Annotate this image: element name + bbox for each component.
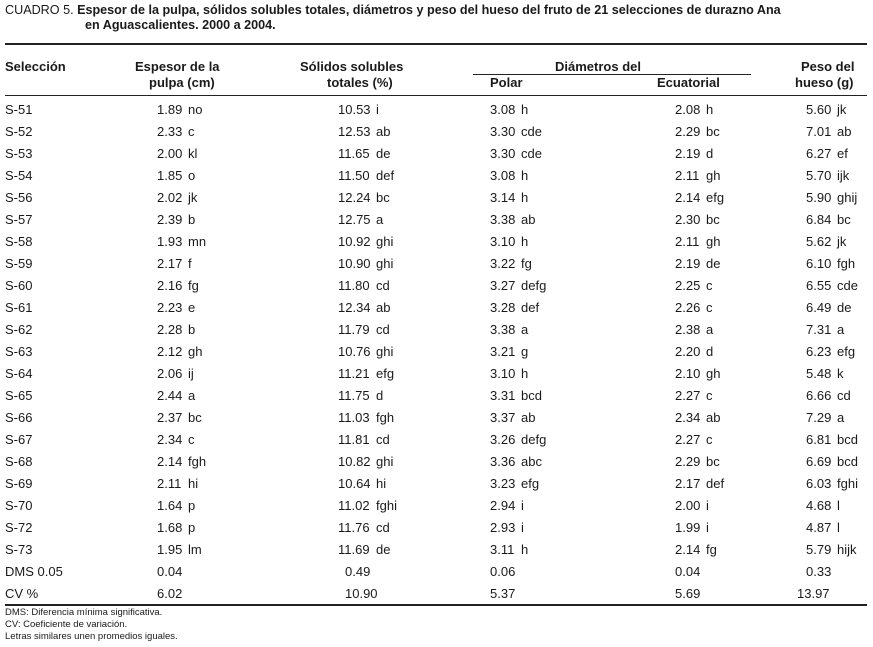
cell-ecuatorial-letters: d — [706, 146, 714, 161]
cell-ecuatorial: 2.14 — [675, 542, 701, 557]
cell-seleccion: S-62 — [5, 322, 33, 337]
cell-solidos: 11.21 — [338, 366, 370, 381]
cell-polar-letters: defg — [521, 432, 547, 447]
cell-ecuatorial-letters: h — [706, 102, 714, 117]
cell-polar: 3.30 — [490, 124, 516, 139]
cell-solidos: 11.79 — [338, 322, 370, 337]
cell-polar: 3.37 — [490, 410, 516, 425]
cell-solidos: 12.75 — [338, 212, 371, 227]
cell-solidos: 10.76 — [338, 344, 371, 359]
cell-peso-letters: cd — [837, 388, 851, 403]
cell-polar-letters: h — [521, 190, 529, 205]
note-letras: Letras similares unen promedios iguales. — [5, 631, 178, 642]
table-row — [0, 429, 873, 451]
cell-solidos: 11.03 — [338, 410, 370, 425]
cell-solidos-letters: bc — [376, 190, 390, 205]
table-row — [0, 583, 873, 605]
cell-solidos-letters: ab — [376, 124, 391, 139]
cell-ecuatorial-letters: gh — [706, 234, 721, 249]
cell-solidos-letters: d — [376, 388, 384, 403]
header-espesor-line1: Espesor de la — [135, 59, 220, 74]
cell-espesor-letters: p — [188, 498, 196, 513]
cell-seleccion: S-60 — [5, 278, 33, 293]
table-row — [0, 319, 873, 341]
cell-ecuatorial: 2.19 — [675, 256, 701, 271]
cell-peso-letters: hijk — [837, 542, 857, 557]
cell-polar: 3.38 — [490, 322, 516, 337]
cell-espesor: 2.06 — [157, 366, 183, 381]
cell-polar-letters: h — [521, 102, 529, 117]
cell-peso-letters: de — [837, 300, 852, 315]
cell-solidos: 11.65 — [338, 146, 370, 161]
table-row — [0, 517, 873, 539]
cell-peso-letters: bc — [837, 212, 851, 227]
table-row — [0, 253, 873, 275]
cell-seleccion: S-59 — [5, 256, 33, 271]
cell-solidos: 11.81 — [338, 432, 370, 447]
table-row — [0, 143, 873, 165]
cell-seleccion: S-54 — [5, 168, 33, 183]
cell-espesor: 2.44 — [157, 388, 183, 403]
cell-ecuatorial: 2.29 — [675, 454, 701, 469]
cell-solidos-letters: ghi — [376, 234, 394, 249]
cell-polar: 3.31 — [490, 388, 516, 403]
cell-espesor-letters: a — [188, 388, 196, 403]
table-row — [0, 231, 873, 253]
cell-seleccion: S-65 — [5, 388, 33, 403]
cell-peso: 5.79 — [806, 542, 832, 557]
cell-seleccion: S-52 — [5, 124, 33, 139]
cell-peso-letters: l — [837, 520, 840, 535]
header-peso-line1: Peso del — [801, 59, 855, 74]
cell-peso: 7.29 — [806, 410, 832, 425]
cell-espesor: 2.34 — [157, 432, 183, 447]
cell-seleccion: S-67 — [5, 432, 33, 447]
cell-polar-letters: h — [521, 234, 529, 249]
cell-peso-letters: ijk — [837, 168, 850, 183]
cell-polar: 3.10 — [490, 234, 516, 249]
cell-seleccion: S-63 — [5, 344, 33, 359]
cell-espesor-letters: o — [188, 168, 196, 183]
cell-solidos: 11.75 — [338, 388, 370, 403]
header-solidos-line2: totales (%) — [327, 75, 393, 90]
cell-solidos: 10.90 — [345, 586, 378, 601]
cell-solidos-letters: cd — [376, 432, 390, 447]
cell-seleccion: S-70 — [5, 498, 33, 513]
cell-peso-letters: bcd — [837, 454, 858, 469]
cell-polar-letters: fg — [521, 256, 532, 271]
cell-espesor: 2.17 — [157, 256, 183, 271]
cell-espesor-letters: kl — [188, 146, 198, 161]
cell-polar: 3.08 — [490, 102, 516, 117]
cell-espesor: 2.14 — [157, 454, 183, 469]
cell-polar: 2.94 — [490, 498, 516, 513]
cell-seleccion: S-66 — [5, 410, 33, 425]
cell-seleccion: S-53 — [5, 146, 33, 161]
header-espesor-line2: pulpa (cm) — [149, 75, 215, 90]
cell-peso: 4.68 — [806, 498, 832, 513]
cell-ecuatorial-letters: gh — [706, 366, 721, 381]
cell-seleccion: S-69 — [5, 476, 33, 491]
cell-ecuatorial-letters: def — [706, 476, 725, 491]
cell-solidos: 10.92 — [338, 234, 371, 249]
cell-peso: 6.69 — [806, 454, 832, 469]
cell-peso-letters: fghi — [837, 476, 858, 491]
cell-polar: 2.93 — [490, 520, 516, 535]
cell-peso-letters: jk — [837, 102, 847, 117]
cell-peso: 5.90 — [806, 190, 832, 205]
table-row — [0, 297, 873, 319]
cell-solidos: 12.24 — [338, 190, 371, 205]
cell-polar: 3.22 — [490, 256, 516, 271]
cell-espesor: 2.11 — [157, 476, 182, 491]
table-row — [0, 121, 873, 143]
cell-solidos: 0.49 — [345, 564, 371, 579]
cell-polar-letters: abc — [521, 454, 542, 469]
cell-peso: 6.55 — [806, 278, 832, 293]
cell-espesor-letters: hi — [188, 476, 199, 491]
cell-seleccion: S-68 — [5, 454, 33, 469]
cell-ecuatorial: 2.29 — [675, 124, 701, 139]
cell-espesor: 2.37 — [157, 410, 183, 425]
cell-solidos: 11.76 — [338, 520, 370, 535]
cell-solidos-letters: def — [376, 168, 395, 183]
cell-espesor-letters: b — [188, 212, 196, 227]
cell-ecuatorial: 2.08 — [675, 102, 701, 117]
cell-ecuatorial: 2.11 — [675, 234, 700, 249]
table-row — [0, 275, 873, 297]
cell-solidos-letters: fghi — [376, 498, 397, 513]
cell-peso-letters: ab — [837, 124, 852, 139]
cell-polar-letters: def — [521, 300, 540, 315]
cell-polar: 3.08 — [490, 168, 516, 183]
cell-solidos: 12.34 — [338, 300, 371, 315]
cell-polar-letters: a — [521, 322, 529, 337]
cell-ecuatorial: 2.27 — [675, 388, 701, 403]
cell-ecuatorial: 2.20 — [675, 344, 701, 359]
cell-ecuatorial-letters: d — [706, 344, 714, 359]
cell-ecuatorial-letters: ab — [706, 410, 721, 425]
cell-espesor: 2.00 — [157, 146, 183, 161]
cell-polar-letters: bcd — [521, 388, 542, 403]
cell-solidos-letters: de — [376, 146, 391, 161]
cell-espesor: 1.85 — [157, 168, 183, 183]
cell-espesor: 0.04 — [157, 564, 183, 579]
caption-title-line1: Espesor de la pulpa, sólidos solubles totales, diámetros y peso del hueso del fruto de 21 selecciones de durazno Ana — [77, 3, 781, 17]
cell-ecuatorial: 2.11 — [675, 168, 700, 183]
cell-seleccion: S-73 — [5, 542, 33, 557]
cell-espesor: 6.02 — [157, 586, 183, 601]
cell-espesor-letters: c — [188, 124, 195, 139]
table-row — [0, 363, 873, 385]
cell-solidos: 10.53 — [338, 102, 371, 117]
cell-solidos: 10.64 — [338, 476, 371, 491]
cell-polar-letters: i — [521, 498, 524, 513]
cell-ecuatorial: 2.17 — [675, 476, 701, 491]
cell-seleccion: S-56 — [5, 190, 33, 205]
table-row — [0, 165, 873, 187]
table-row — [0, 539, 873, 561]
cell-solidos-letters: ghi — [376, 256, 394, 271]
cell-espesor: 1.95 — [157, 542, 183, 557]
cell-ecuatorial-letters: c — [706, 388, 713, 403]
caption-title-line2: en Aguascalientes. 2000 a 2004. — [85, 18, 276, 32]
cell-ecuatorial-letters: efg — [706, 190, 725, 205]
cell-peso-letters: efg — [837, 344, 856, 359]
table-row — [0, 495, 873, 517]
cell-espesor-letters: ij — [188, 366, 194, 381]
cell-espesor-letters: no — [188, 102, 203, 117]
cell-polar-letters: g — [521, 344, 529, 359]
header-solidos-line1: Sólidos solubles — [300, 59, 404, 74]
cell-espesor: 1.89 — [157, 102, 183, 117]
cell-polar: 3.28 — [490, 300, 516, 315]
cell-ecuatorial-letters: bc — [706, 124, 720, 139]
cell-polar: 3.30 — [490, 146, 516, 161]
cell-espesor-letters: fgh — [188, 454, 207, 469]
cell-polar: 0.06 — [490, 564, 516, 579]
cell-solidos-letters: ab — [376, 300, 391, 315]
cell-espesor-letters: p — [188, 520, 196, 535]
cell-polar-letters: h — [521, 542, 529, 557]
cell-solidos: 11.69 — [338, 542, 370, 557]
cell-espesor-letters: bc — [188, 410, 202, 425]
cell-espesor-letters: e — [188, 300, 196, 315]
cell-polar: 3.11 — [490, 542, 515, 557]
cell-seleccion: DMS 0.05 — [5, 564, 63, 579]
cell-ecuatorial-letters: i — [706, 498, 709, 513]
cell-ecuatorial: 2.26 — [675, 300, 701, 315]
cell-ecuatorial-letters: bc — [706, 454, 720, 469]
cell-polar: 3.26 — [490, 432, 516, 447]
caption-label: CUADRO 5. — [5, 3, 74, 17]
cell-espesor: 2.16 — [157, 278, 183, 293]
cell-ecuatorial: 2.00 — [675, 498, 701, 513]
note-dms: DMS: Diferencia mínima significativa. — [5, 607, 163, 618]
cell-ecuatorial: 2.34 — [675, 410, 701, 425]
header-bottom-rule — [5, 95, 867, 96]
cell-espesor-letters: c — [188, 432, 195, 447]
cell-solidos-letters: fgh — [376, 410, 395, 425]
cell-polar: 3.21 — [490, 344, 516, 359]
cell-solidos-letters: ghi — [376, 454, 394, 469]
cell-polar-letters: efg — [521, 476, 540, 491]
cell-ecuatorial: 2.10 — [675, 366, 701, 381]
cell-seleccion: S-64 — [5, 366, 33, 381]
cell-solidos-letters: cd — [376, 520, 390, 535]
cell-solidos-letters: cd — [376, 322, 390, 337]
cell-peso: 7.31 — [806, 322, 832, 337]
cell-polar: 3.23 — [490, 476, 516, 491]
table-row — [0, 451, 873, 473]
cell-seleccion: S-58 — [5, 234, 33, 249]
cell-polar: 3.27 — [490, 278, 516, 293]
cell-polar-letters: ab — [521, 212, 536, 227]
cell-solidos: 11.02 — [338, 498, 370, 513]
cell-espesor: 2.02 — [157, 190, 183, 205]
cell-peso: 6.84 — [806, 212, 832, 227]
cell-polar-letters: i — [521, 520, 524, 535]
cell-solidos: 10.90 — [338, 256, 371, 271]
cell-polar-letters: cde — [521, 146, 542, 161]
cell-peso-letters: ef — [837, 146, 848, 161]
cell-solidos: 11.50 — [338, 168, 370, 183]
table-caption — [5, 3, 867, 33]
cell-peso: 6.23 — [806, 344, 832, 359]
cell-solidos-letters: cd — [376, 278, 390, 293]
cell-solidos-letters: ghi — [376, 344, 394, 359]
cell-polar: 3.10 — [490, 366, 516, 381]
cell-peso: 13.97 — [797, 586, 830, 601]
cell-peso: 5.62 — [806, 234, 832, 249]
cell-ecuatorial-letters: i — [706, 520, 709, 535]
cell-ecuatorial-letters: c — [706, 432, 713, 447]
cell-seleccion: S-61 — [5, 300, 33, 315]
cell-espesor-letters: b — [188, 322, 196, 337]
cell-polar-letters: h — [521, 168, 529, 183]
cell-espesor-letters: mn — [188, 234, 207, 249]
cell-solidos-letters: a — [376, 212, 384, 227]
cell-ecuatorial: 2.30 — [675, 212, 701, 227]
cell-peso-letters: l — [837, 498, 840, 513]
cell-peso: 6.27 — [806, 146, 832, 161]
table-row — [0, 407, 873, 429]
cell-espesor-letters: gh — [188, 344, 203, 359]
cell-peso-letters: fgh — [837, 256, 856, 271]
cell-espesor-letters: lm — [188, 542, 202, 557]
cell-polar-letters: defg — [521, 278, 547, 293]
cell-seleccion: S-51 — [5, 102, 33, 117]
cell-ecuatorial-letters: a — [706, 322, 714, 337]
header-ecuatorial: Ecuatorial — [657, 75, 720, 90]
cell-espesor: 2.12 — [157, 344, 183, 359]
cell-ecuatorial-letters: de — [706, 256, 721, 271]
header-polar: Polar — [490, 75, 523, 90]
cell-peso: 6.66 — [806, 388, 832, 403]
cell-peso-letters: ghij — [837, 190, 858, 205]
cell-solidos-letters: efg — [376, 366, 395, 381]
cell-peso: 5.70 — [806, 168, 832, 183]
cell-ecuatorial: 2.25 — [675, 278, 701, 293]
cell-ecuatorial: 5.69 — [675, 586, 701, 601]
header-diametros: Diámetros del — [555, 59, 641, 74]
cell-solidos-letters: i — [376, 102, 379, 117]
cell-ecuatorial: 2.38 — [675, 322, 701, 337]
cell-polar-letters: cde — [521, 124, 542, 139]
cell-seleccion: CV % — [5, 586, 39, 601]
table-row — [0, 561, 873, 583]
top-rule — [5, 43, 867, 45]
cell-peso: 6.10 — [806, 256, 832, 271]
cell-peso: 4.87 — [806, 520, 832, 535]
cell-peso-letters: jk — [837, 234, 847, 249]
table-row — [0, 385, 873, 407]
cell-ecuatorial: 1.99 — [675, 520, 701, 535]
cell-peso: 6.03 — [806, 476, 832, 491]
cell-espesor: 2.33 — [157, 124, 183, 139]
cell-solidos: 12.53 — [338, 124, 371, 139]
cell-seleccion: S-57 — [5, 212, 33, 227]
cell-ecuatorial-letters: gh — [706, 168, 721, 183]
cell-espesor-letters: f — [188, 256, 192, 271]
cell-peso-letters: cde — [837, 278, 858, 293]
table-notes — [5, 607, 178, 643]
cell-solidos-letters: de — [376, 542, 391, 557]
cell-espesor-letters: jk — [188, 190, 198, 205]
cell-espesor: 1.93 — [157, 234, 183, 249]
cell-espesor: 2.39 — [157, 212, 183, 227]
cell-solidos: 10.82 — [338, 454, 371, 469]
cell-ecuatorial: 0.04 — [675, 564, 701, 579]
table-row — [0, 187, 873, 209]
cell-peso: 6.81 — [806, 432, 832, 447]
header-seleccion: Selección — [5, 59, 66, 74]
cell-seleccion: S-72 — [5, 520, 33, 535]
cell-solidos: 11.80 — [338, 278, 370, 293]
cell-solidos-letters: hi — [376, 476, 387, 491]
cell-peso: 0.33 — [806, 564, 832, 579]
cell-peso-letters: bcd — [837, 432, 858, 447]
cell-polar: 3.14 — [490, 190, 516, 205]
cell-espesor-letters: fg — [188, 278, 199, 293]
cell-peso: 7.01 — [806, 124, 832, 139]
cell-peso-letters: a — [837, 322, 845, 337]
cell-polar: 3.36 — [490, 454, 516, 469]
cell-espesor: 2.28 — [157, 322, 183, 337]
table-row — [0, 209, 873, 231]
cell-ecuatorial-letters: fg — [706, 542, 717, 557]
table-row — [0, 341, 873, 363]
cell-peso: 6.49 — [806, 300, 832, 315]
table-row — [0, 99, 873, 121]
cell-ecuatorial-letters: bc — [706, 212, 720, 227]
table-row — [0, 473, 873, 495]
cell-ecuatorial-letters: c — [706, 300, 713, 315]
cell-ecuatorial-letters: c — [706, 278, 713, 293]
header-peso-line2: hueso (g) — [795, 75, 854, 90]
note-cv: CV: Coeficiente de variación. — [5, 619, 128, 630]
cell-peso: 5.48 — [806, 366, 832, 381]
cell-espesor: 1.64 — [157, 498, 183, 513]
cell-polar: 5.37 — [490, 586, 516, 601]
cell-espesor: 1.68 — [157, 520, 183, 535]
cell-ecuatorial: 2.14 — [675, 190, 701, 205]
cell-peso-letters: k — [837, 366, 844, 381]
cell-peso-letters: a — [837, 410, 845, 425]
cell-ecuatorial: 2.27 — [675, 432, 701, 447]
cell-peso: 5.60 — [806, 102, 832, 117]
cell-polar-letters: ab — [521, 410, 536, 425]
cell-polar: 3.38 — [490, 212, 516, 227]
cell-polar-letters: h — [521, 366, 529, 381]
cell-espesor: 2.23 — [157, 300, 183, 315]
cell-ecuatorial: 2.19 — [675, 146, 701, 161]
